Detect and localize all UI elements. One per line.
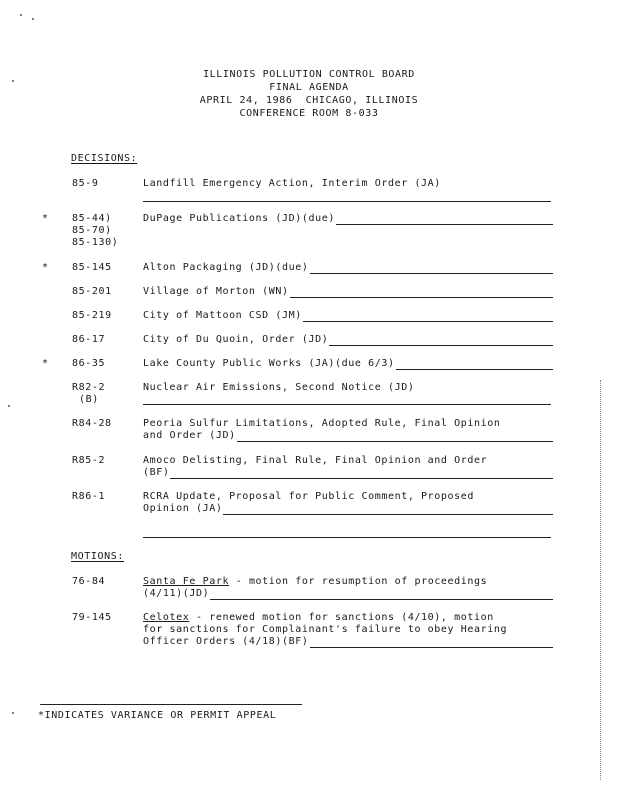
variance-marker: *	[42, 213, 49, 224]
blank-line	[290, 288, 553, 298]
item-description: Amoco Delisting, Final Rule, Final Opinion and Order	[143, 455, 488, 466]
docket-number: 79-145	[72, 612, 112, 623]
docket-number: R85-2	[72, 455, 106, 466]
item-description: City of Du Quoin, Order (JD)	[143, 334, 329, 345]
blank-line	[336, 215, 553, 225]
motion-description-cont: for sanctions for Complainant's failure to obey Hearing	[143, 624, 508, 635]
docket-number: 85-219	[72, 310, 112, 321]
item-description: DuPage Publications (JD)(due)	[143, 213, 335, 224]
docket-number: 85-44)	[72, 213, 112, 224]
board-name: ILLINOIS POLLUTION CONTROL BOARD	[203, 69, 415, 80]
item-description-cont: and Order (JD)	[143, 430, 236, 441]
docket-number: 76-84	[72, 576, 106, 587]
docket-number: R84-28	[72, 418, 112, 429]
item-description: Alton Packaging (JD)(due)	[143, 262, 309, 273]
blank-line	[303, 312, 553, 322]
item-description-cont: Opinion (JA)	[143, 503, 223, 514]
scan-speck	[8, 405, 10, 407]
decisions-heading: DECISIONS:	[71, 153, 138, 164]
docket-number: 86-17	[72, 334, 106, 345]
item-description: RCRA Update, Proposal for Public Comment, Proposed	[143, 491, 475, 502]
agenda-header	[0, 68, 618, 120]
item-description: Landfill Emergency Action, Interim Order (JA)	[143, 178, 441, 189]
blank-line	[143, 201, 551, 202]
blank-line	[310, 638, 553, 648]
item-description: Peoria Sulfur Limitations, Adopted Rule, Final Opinion	[143, 418, 501, 429]
item-description: Nuclear Air Emissions, Second Notice (JD)	[143, 382, 415, 393]
variance-marker: *	[42, 358, 49, 369]
docket-number: R86-1	[72, 491, 106, 502]
motion-description: - renewed motion for sanctions (4/10), motion	[189, 612, 494, 623]
item-description: Lake County Public Works (JA)(due 6/3)	[143, 358, 395, 369]
blank-line	[329, 336, 553, 346]
scan-speck	[12, 712, 14, 714]
blank-line	[396, 360, 553, 370]
docket-number: 86-35	[72, 358, 106, 369]
docket-number: (B)	[79, 394, 99, 405]
footer-rule	[40, 704, 302, 705]
blank-line	[310, 264, 553, 274]
case-name: Santa Fe Park	[143, 576, 230, 587]
docket-number: 85-130)	[72, 237, 119, 248]
item-description-cont: (BF)	[143, 467, 170, 478]
footnote: *INDICATES VARIANCE OR PERMIT APPEAL	[38, 710, 277, 721]
scan-edge	[600, 380, 602, 780]
meeting-room: CONFERENCE ROOM 8-033	[239, 108, 379, 119]
motion-description-cont: (4/11)(JD)	[143, 588, 210, 599]
docket-number: 85-9	[72, 178, 99, 189]
motion-description-cont: Officer Orders (4/18)(BF)	[143, 636, 309, 647]
meeting-date-location: APRIL 24, 1986 CHICAGO, ILLINOIS	[199, 95, 419, 106]
motions-heading: MOTIONS:	[71, 551, 124, 562]
blank-line	[143, 537, 551, 538]
item-description: City of Mattoon CSD (JM)	[143, 310, 302, 321]
docket-number: 85-145	[72, 262, 112, 273]
scan-speck	[32, 18, 34, 20]
blank-line	[170, 469, 553, 479]
blank-line	[143, 404, 551, 405]
item-description: Village of Morton (WN)	[143, 286, 289, 297]
case-name: Celotex	[143, 612, 190, 623]
blank-line	[223, 505, 553, 515]
agenda-title: FINAL AGENDA	[269, 82, 349, 93]
blank-line	[210, 590, 553, 600]
variance-marker: *	[42, 262, 49, 273]
docket-number: 85-70)	[72, 225, 112, 236]
motion-description: - motion for resumption of proceedings	[229, 576, 488, 587]
docket-number: 85-201	[72, 286, 112, 297]
blank-line	[237, 432, 553, 442]
scan-speck	[20, 14, 22, 16]
docket-number: R82-2	[72, 382, 106, 393]
